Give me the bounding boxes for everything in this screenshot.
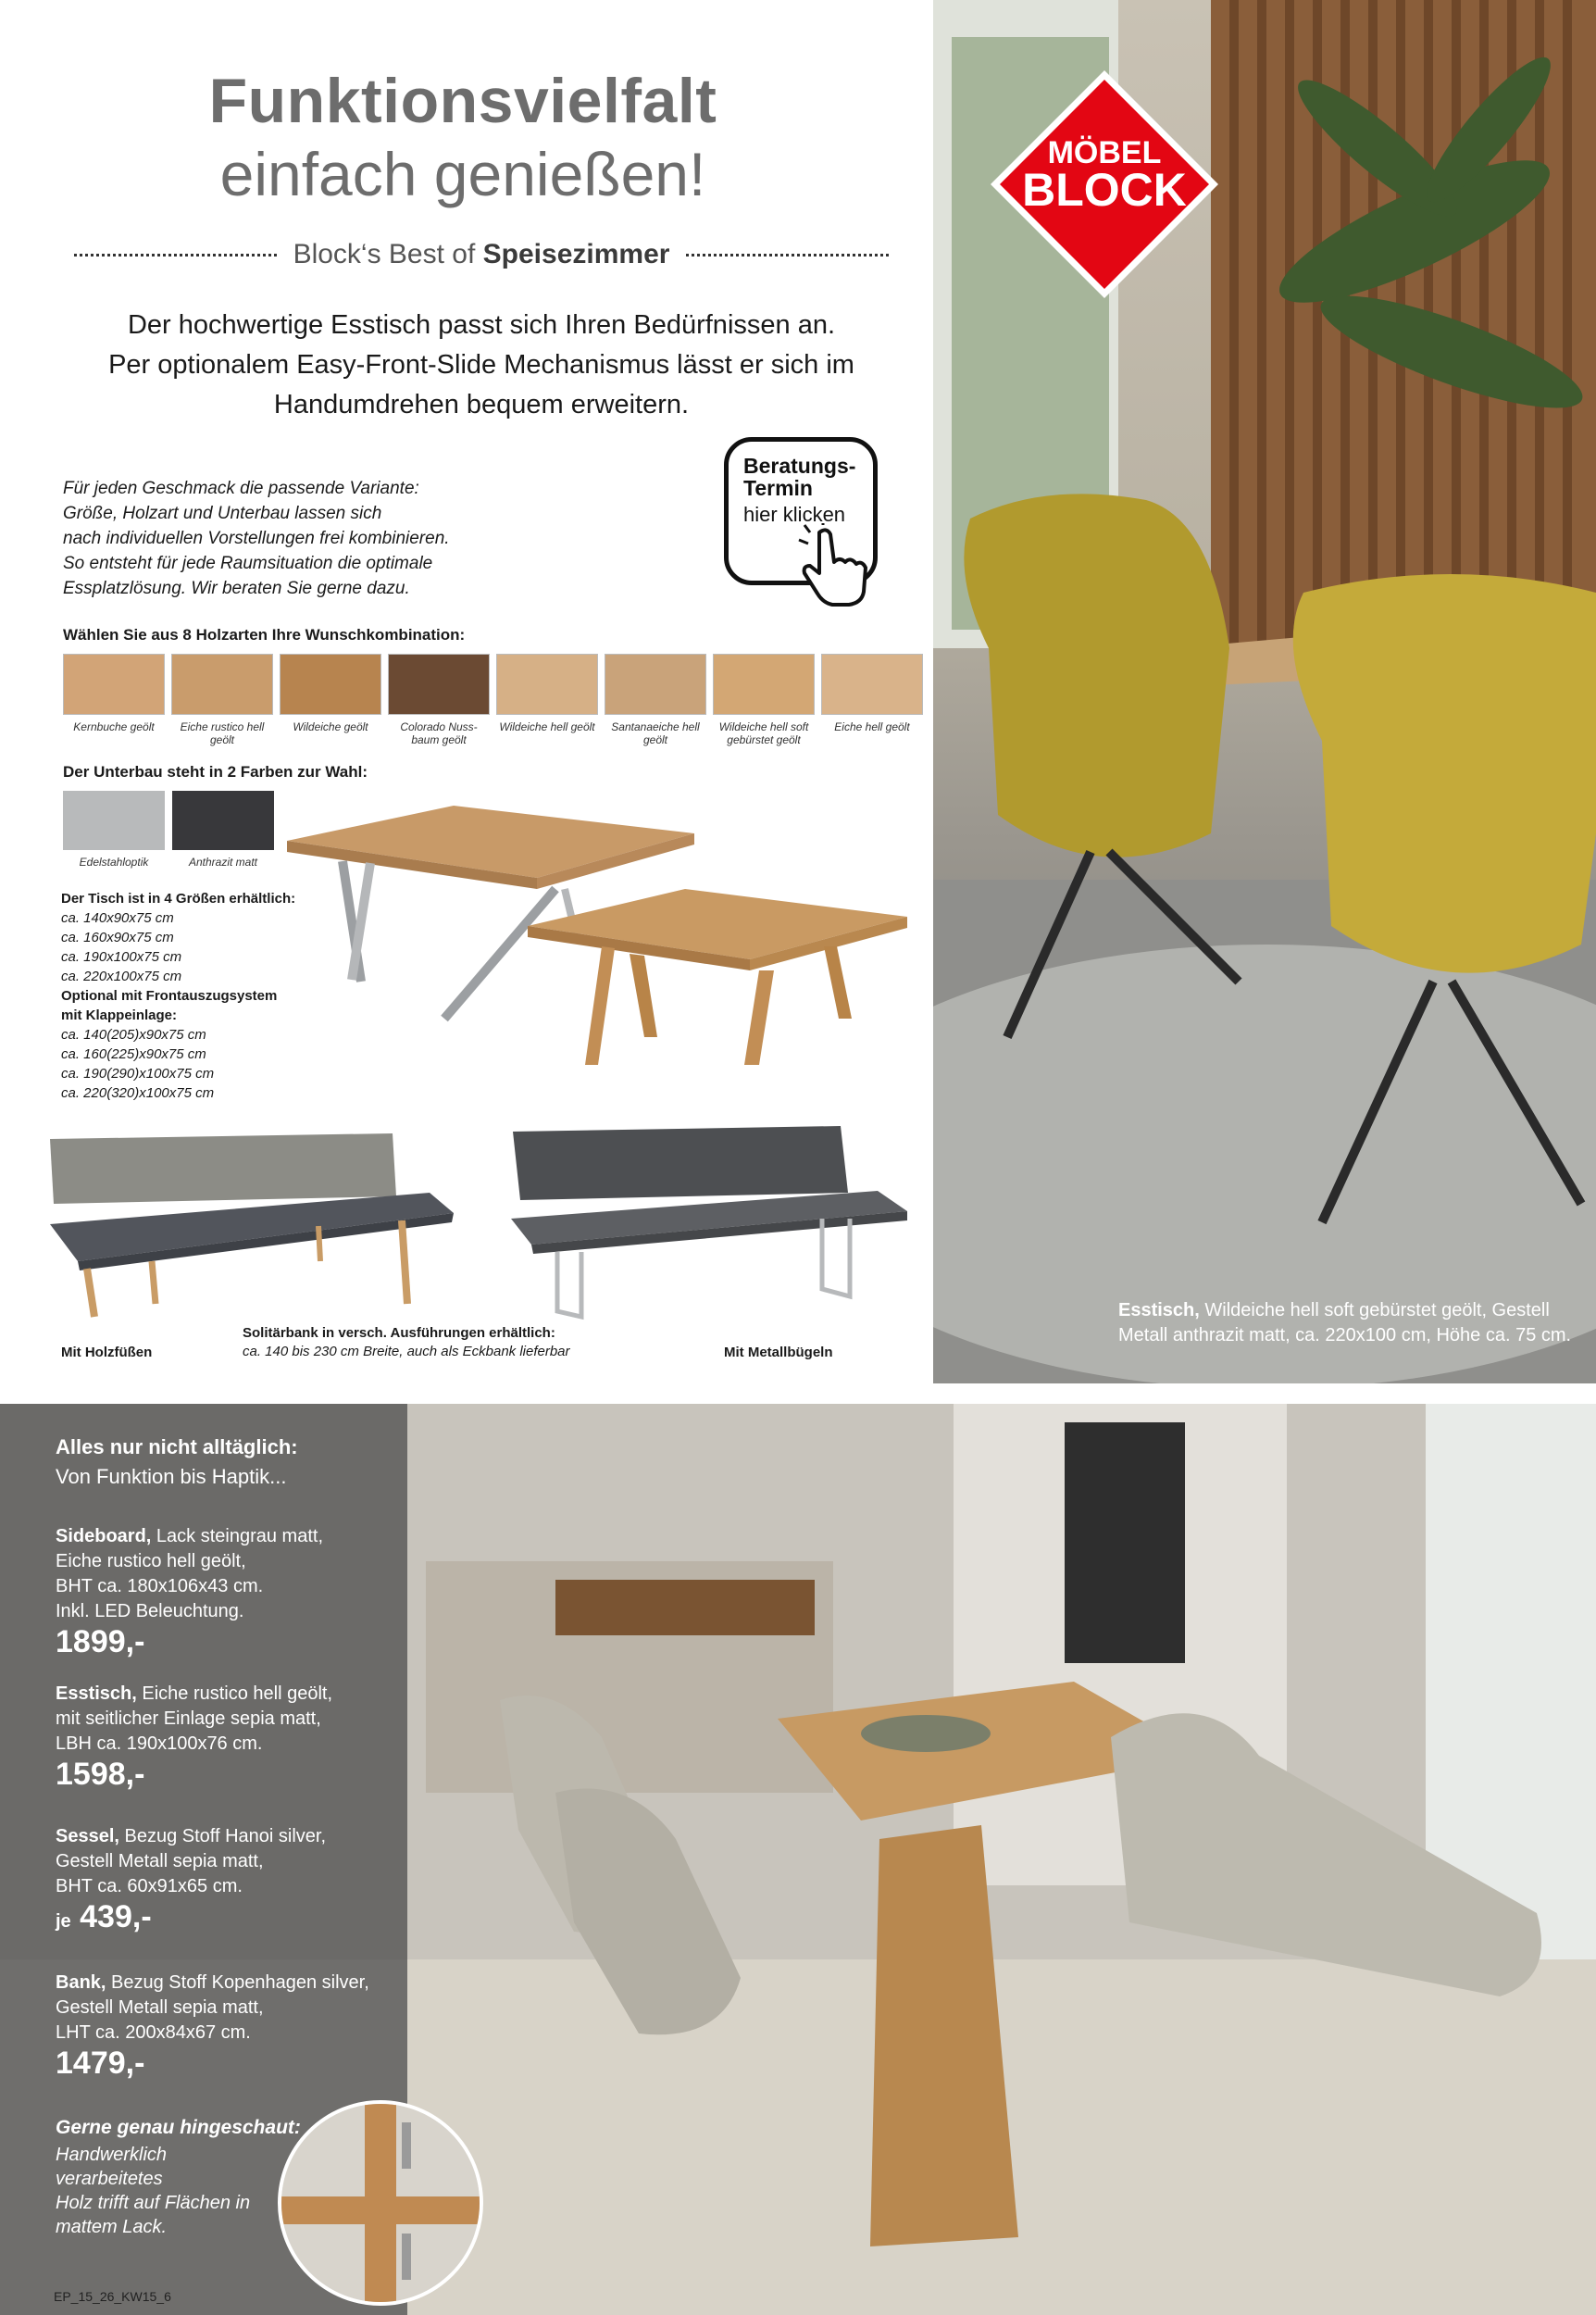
logo-text-moebel: MÖBEL	[1047, 135, 1162, 170]
info-text: Für jeden Geschmack die passende Variante: Größe, Holzart und Unterbau lassen sich nach individuellen Vorstellungen frei kombinieren. So entsteht für jede Raumsituation die optimale Essplatzlösung. Wir beraten Sie gerne dazu.	[63, 479, 450, 598]
wood-swatch[interactable]: Santanaeiche hell geölt	[605, 654, 706, 746]
section-subline	[74, 239, 889, 270]
dotted-divider-left	[74, 254, 277, 257]
solitary-bench-info: Solitärbank in versch. Ausführungen erhältlich: ca. 140 bis 230 cm Breite, auch als Eckbank lieferbar	[243, 1325, 570, 1359]
detail-text: Handwerklich verarbeitetes Holz trifft auf Flächen in mattem Lack.	[56, 2145, 251, 2237]
bottom-headline: Alles nur nicht alltäglich:	[56, 1435, 298, 1458]
table-wood-legs-image	[528, 880, 916, 1083]
wood-swatch[interactable]: Eiche hell geölt	[821, 654, 923, 746]
moebel-block-logo	[987, 67, 1222, 302]
product-chair: Sessel, Bezug Stoff Hanoi silver, Gestell Metall sepia matt, BHT ca. 60x91x65 cm. je 439,-	[56, 1826, 327, 1934]
subline-text: Block‘s Best of Speisezimmer	[293, 239, 670, 269]
wood-swatch-row	[63, 654, 923, 746]
detail-zoom-image	[278, 2100, 483, 2306]
wood-options-label: Wählen Sie aus 8 Holzarten Ihre Wunschkombination:	[63, 626, 466, 644]
product-table: Esstisch, Eiche rustico hell geölt, mit seitlicher Einlage sepia matt, LBH ca. 190x100x76 cm. 1598,-	[56, 1683, 333, 1792]
product-sideboard: Sideboard, Lack steingrau matt, Eiche rustico hell geölt, BHT ca. 180x106x43 cm. Inkl. LED Beleuchtung. 1899,-	[56, 1526, 324, 1659]
price-sideboard: 1899,-	[56, 1624, 145, 1659]
wood-swatch[interactable]: Kernbuche geölt	[63, 654, 165, 746]
page-title: Funktionsvielfalt	[208, 66, 717, 136]
catalog-code: EP_15_26_KW15_6	[54, 2289, 171, 2304]
wood-swatch[interactable]: Colorado Nuss-baum geölt	[388, 654, 490, 746]
base-swatch-row	[63, 791, 274, 869]
wood-swatch[interactable]: Eiche rustico hell geölt	[171, 654, 273, 746]
top-photo-caption: Esstisch, Wildeiche hell soft gebürstet geölt, Gestell Metall anthrazit matt, ca. 220x100 cm, Höhe ca. 75 cm.	[1118, 1300, 1572, 1345]
base-options-label: Der Unterbau steht in 2 Farben zur Wahl:	[63, 763, 368, 781]
hand-pointer-icon	[792, 523, 875, 607]
page-subtitle: einfach genießen!	[219, 140, 706, 208]
base-swatch[interactable]: Edelstahloptik	[63, 791, 165, 869]
price-bench: 1479,-	[56, 2046, 145, 2081]
wood-swatch[interactable]: Wildeiche hell soft gebürstet geölt	[713, 654, 815, 746]
size-list: Der Tisch ist in 4 Größen erhältlich: ca. 140x90x75 cm ca. 160x90x75 cm ca. 190x100x75 cm ca. 220x100x75 cm Optional mit Frontauszugsystem mit Klappeinlage: ca. 140(205)x90x75 cm ca. 160(225)x90x75 cm ca. 190(290)x100x75 cm ca. 220(320)x100x75 cm	[61, 891, 296, 1101]
price-chair: je 439,-	[56, 1899, 152, 1934]
bottom-section	[0, 1404, 1596, 2315]
bench-metal-label: Mit Metallbügeln	[724, 1345, 833, 1360]
bench-wood-label: Mit Holzfüßen	[61, 1345, 153, 1360]
logo-text-block: BLOCK	[1022, 164, 1187, 216]
detail-title: Gerne genau hingeschaut:	[56, 2117, 301, 2138]
product-bench: Bank, Bezug Stoff Kopenhagen silver, Gestell Metall sepia matt, LHT ca. 200x84x67 cm. 1479,-	[56, 1972, 369, 2081]
wood-swatch[interactable]: Wildeiche hell geölt	[496, 654, 598, 746]
bench-wood-legs-image	[41, 1122, 457, 1326]
wood-swatch[interactable]: Wildeiche geölt	[280, 654, 381, 746]
bottom-subheadline: Von Funktion bis Haptik...	[56, 1465, 287, 1488]
consultation-button[interactable]: Beratungs- Termin hier klicken	[724, 437, 878, 585]
bench-metal-legs-image	[507, 1122, 915, 1326]
intro-text: Der hochwertige Esstisch passt sich Ihren Bedürfnissen an. Per optionalem Easy-Front-Slide Mechanismus lässt er sich im Handumdrehen bequem erweitern.	[108, 310, 854, 419]
base-swatch[interactable]: Anthrazit matt	[172, 791, 274, 869]
price-table: 1598,-	[56, 1757, 145, 1792]
dotted-divider-right	[686, 254, 889, 257]
